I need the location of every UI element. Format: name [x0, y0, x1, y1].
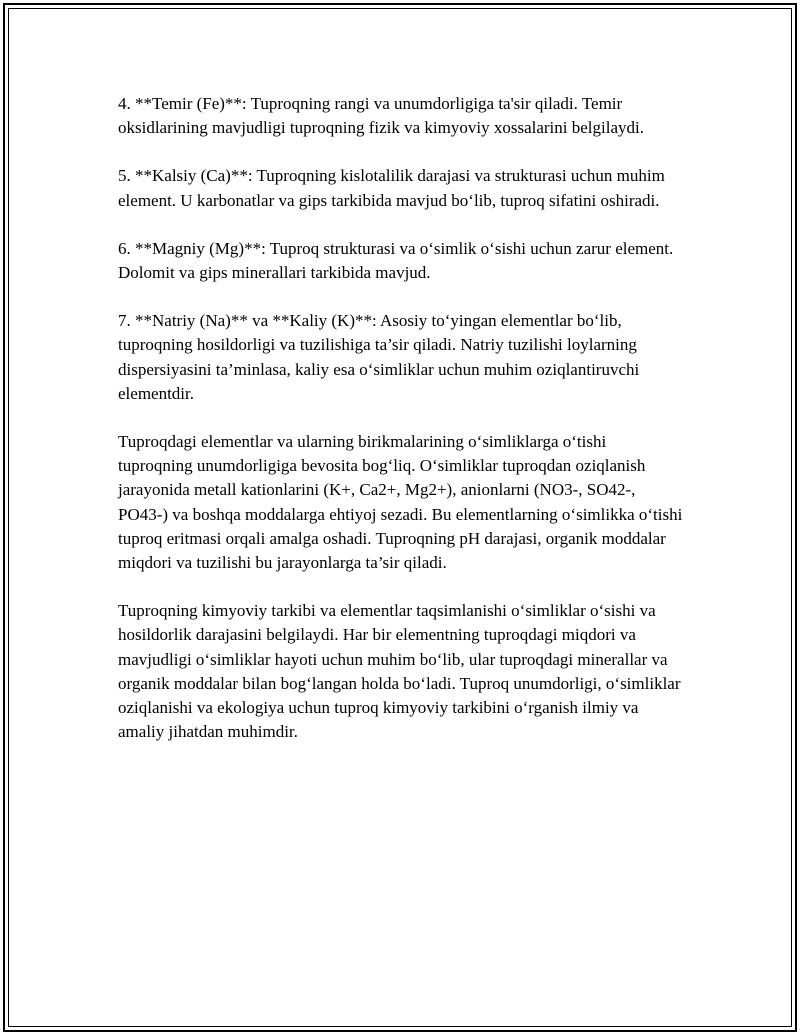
paragraph-sodium-potassium: 7. **Natriy (Na)** va **Kaliy (K)**: Asosiy to‘yingan elementlar bo‘lib, tuproqning hosildorligi va tuzilishiga ta’sir qiladi. Natriy tuzilishi loylarning dispersiyasini ta’minlasa, kaliy esa o‘simliklar uchun muhim oziqlantiruvchi elementdir. [118, 311, 640, 403]
paragraph-iron: 4. **Temir (Fe)**: Tuproqning rangi va unumdorligiga ta'sir qiladi. Temir oksidlarining mavjudligi tuproqning fizik va kimyoviy xossalarini belgilaydi. [118, 94, 644, 138]
document-body [118, 92, 684, 744]
paragraph-conclusion: Tuproqning kimyoviy tarkibi va elementlar taqsimlanishi o‘simliklar o‘sishi va hosildorlik darajasini belgilaydi. Har bir elementning tuproqdagi miqdori va mavjudligi o‘simliklar hayoti uchun muhim bo‘lib, ular tuproqdagi minerallar va organik moddalar bilan bog‘langan holda bo‘ladi. Tuproq unumdorligi, o‘simliklar oziqlanishi va ekologiya uchun tuproq kimyoviy tarkibini o‘rganish ilmiy va amaliy jihatdan muhimdir. [118, 601, 681, 742]
paragraph-calcium: 5. **Kalsiy (Ca)**: Tuproqning kislotalilik darajasi va strukturasi uchun muhim element. U karbonatlar va gips tarkibida mavjud bo‘lib, tuproq sifatini oshiradi. [118, 166, 665, 210]
paragraph-magnesium: 6. **Magniy (Mg)**: Tuproq strukturasi va o‘simlik o‘sishi uchun zarur element. Dolomit va gips minerallari tarkibida mavjud. [118, 238, 674, 283]
paragraph-element-uptake: Tuproqdagi elementlar va ularning birikmalarining o‘simliklarga o‘tishi tuproqning unumdorligiga bevosita bog‘liq. O‘simliklar tuproqdan oziqlanish jarayonida metall kationlarini (K+, Ca2+, Mg2+), anionlarni (NO3-, SO42-, PO43-) va boshqa moddalarga ehtiyoj sezadi. Bu elementlarning o‘simlikka o‘tishi tuproq eritmasi orqali amalga oshadi. Tuproqning pH darajasi, organik moddalar miqdori va tuzilishi bu jarayonlarga ta’sir qiladi. [118, 432, 683, 573]
